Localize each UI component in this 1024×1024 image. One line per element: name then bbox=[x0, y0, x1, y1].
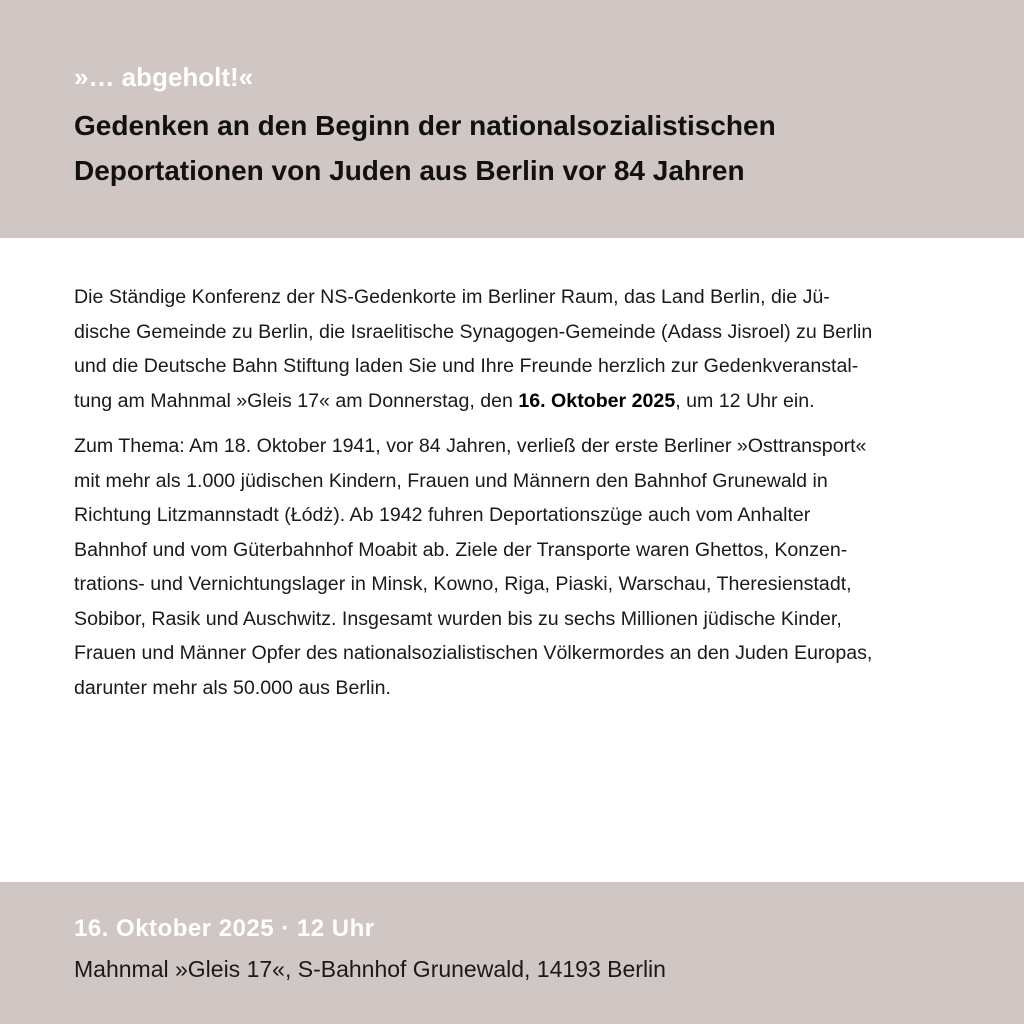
text-line-end: , um 12 Uhr ein. bbox=[675, 389, 815, 412]
text-line: Die Ständige Konferenz der NS-Gedenkorte im Berliner Raum, das Land Berlin, die Jü- bbox=[74, 286, 830, 308]
invitation-paragraph bbox=[74, 280, 992, 418]
event-date-highlight: 16. Oktober 2025 bbox=[518, 389, 676, 412]
text-line: Zum Thema: Am 18. Oktober 1941, vor 84 Jahren, verließ der erste Berliner »Osttransport« bbox=[74, 435, 867, 457]
page-title bbox=[74, 103, 974, 193]
text-line: und die Deutsche Bahn Stiftung laden Sie und Ihre Freunde herzlich zur Gedenkveranstal- bbox=[74, 355, 859, 377]
body-text bbox=[74, 280, 992, 705]
text-line: darunter mehr als 50.000 aus Berlin. bbox=[74, 676, 391, 699]
footer-address: Mahnmal »Gleis 17«, S-Bahnhof Grunewald, 14193 Berlin bbox=[74, 956, 666, 982]
title-line-2: Deportationen von Juden aus Berlin vor 84 Jahren bbox=[74, 155, 745, 186]
text-line: dische Gemeinde zu Berlin, die Israelitische Synagogen-Gemeinde (Adass Jisroel) zu Berlin bbox=[74, 320, 873, 343]
topic-paragraph bbox=[74, 429, 992, 705]
text-line: Bahnhof und vom Güterbahnhof Moabit ab. Ziele der Transporte waren Ghettos, Konzen- bbox=[74, 538, 848, 561]
text-line-start: tung am Mahnmal »Gleis 17« am Donnerstag, den bbox=[74, 389, 519, 412]
text-line: Sobibor, Rasik und Auschwitz. Insgesamt wurden bis zu sechs Millionen jüdische Kinder, bbox=[74, 607, 842, 630]
footer-date-time: 16. Oktober 2025 · 12 Uhr bbox=[74, 915, 375, 942]
title-line-1: Gedenken an den Beginn der nationalsozialistischen bbox=[74, 110, 776, 141]
text-line: Richtung Litzmannstadt (Łódż). Ab 1942 fuhren Deportationszüge auch vom Anhalter bbox=[74, 504, 811, 526]
kicker-text: »… abgeholt!« bbox=[74, 62, 254, 92]
text-line: mit mehr als 1.000 jüdischen Kindern, Frauen und Männern den Bahnhof Grunewald in bbox=[74, 469, 828, 492]
text-line: trations- und Vernichtungslager in Minsk, Kowno, Riga, Piaski, Warschau, Theresienstadt, bbox=[74, 573, 852, 595]
text-line: Frauen und Männer Opfer des nationalsozialistischen Völkermordes an den Juden Europas, bbox=[74, 642, 873, 664]
